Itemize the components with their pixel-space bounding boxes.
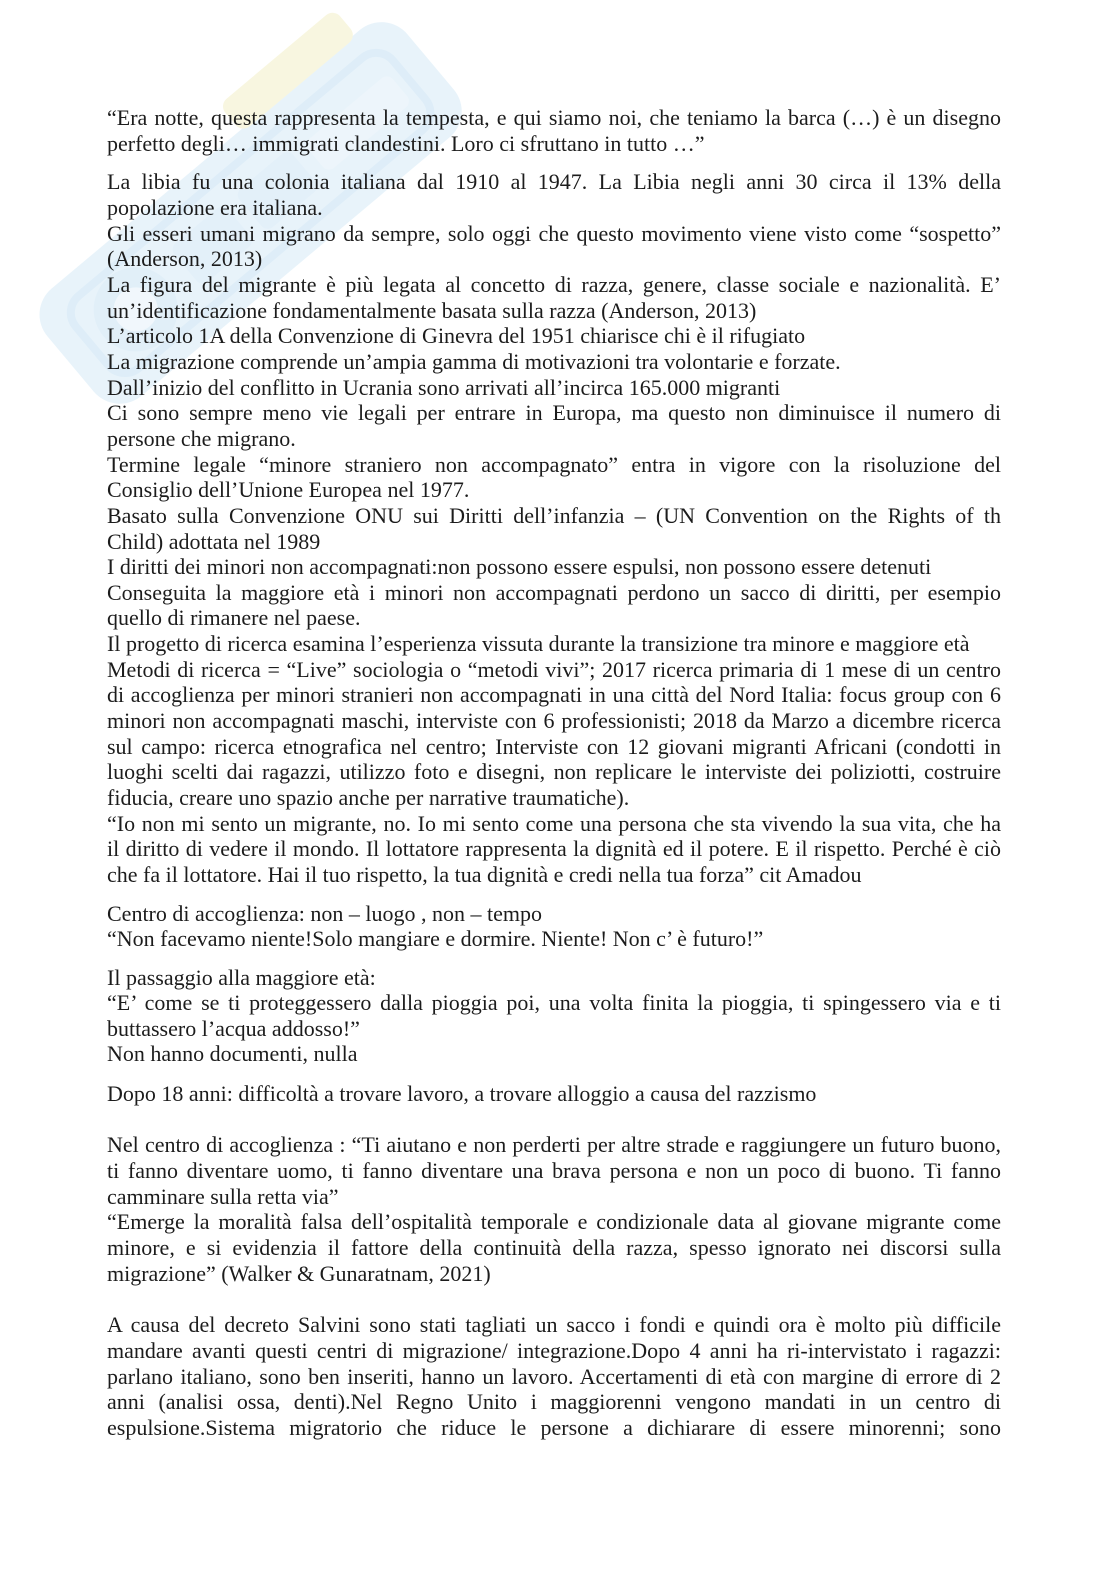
paragraph <box>107 1209 1001 1286</box>
paragraph <box>107 965 1001 991</box>
text-line: A causa del decreto Salvini sono stati tagliati un sacco i fondi e quindi ora è molto più difficile <box>107 1312 1001 1338</box>
text-line: Metodi di ricerca = “Live” sociologia o “metodi vivi”; 2017 ricerca primaria di 1 mese di un centro <box>107 656 1001 682</box>
paragraph <box>107 1041 1001 1067</box>
text-line: un’identificazione fondamentalmente basata sulla razza (Anderson, 2013) <box>107 297 757 323</box>
paragraph <box>107 1081 1001 1107</box>
text-line: quello di rimanere nel paese. <box>107 605 361 631</box>
text-line: L’articolo 1A della Convenzione di Ginevra del 1951 chiarisce chi è il rifugiato <box>107 323 806 349</box>
text-line: La migrazione comprende un’ampia gamma di motivazioni tra volontarie e forzate. <box>107 348 841 374</box>
text-line: “Emerge la moralità falsa dell’ospitalità temporale e condizionale data al giovane migrante come <box>107 1209 1001 1235</box>
text-line: Gli esseri umani migrano da sempre, solo oggi che questo movimento viene visto come “sospetto” <box>107 220 1001 246</box>
text-line: luoghi scelti dai ragazzi, utilizzo foto e disegni, non replicare le interviste dei poliziotti, costruire <box>107 759 1001 785</box>
text-line: “Non facevamo niente!Solo mangiare e dormire. Niente! Non c’ è futuro!” <box>107 926 764 952</box>
text-line: Ci sono sempre meno vie legali per entrare in Europa, ma questo non diminuisce il numero di <box>107 400 1001 426</box>
text-line: Child) adottata nel 1989 <box>107 528 321 554</box>
text-line: Il passaggio alla maggiore età: <box>107 964 376 990</box>
text-line: Termine legale “minore straniero non accompagnato” entra in vigore con la risoluzione del <box>107 451 1001 477</box>
text-line: Nel centro di accoglienza : “Ti aiutano e non perderti per altre strade e raggiungere un futuro buono, <box>107 1132 1001 1158</box>
text-line: minori non accompagnati maschi, interviste con 6 professionisti; 2018 da Marzo a dicembre ricerca <box>107 708 1001 734</box>
text-line: ti fanno diventare uomo, ti fanno diventare una brava persona e non un poco di buono. Ti fanno <box>107 1157 1001 1183</box>
text-line: Conseguita la maggiore età i minori non accompagnati perdono un sacco di diritti, per esempio <box>107 579 1001 605</box>
paragraph <box>107 272 1001 323</box>
text-line: parlano italiano, sono ben inseriti, hanno un lavoro. Accertamenti di età con margine di errore di 2 <box>107 1363 1001 1389</box>
text-line: Non hanno documenti, nulla <box>107 1041 358 1067</box>
text-line: Consiglio dell’Unione Europea nel 1977. <box>107 477 470 503</box>
text-line: “E’ come se ti proteggessero dalla pioggia poi, una volta finita la pioggia, ti spingessero via e ti <box>107 990 1001 1016</box>
text-line: buttassero l’acqua addosso!” <box>107 1015 360 1041</box>
text-line: popolazione era italiana. <box>107 194 323 220</box>
paragraph <box>107 503 1001 554</box>
paragraph <box>107 452 1001 503</box>
paragraph <box>107 926 1001 952</box>
text-line: il diritto di vedere il mondo. Il lottatore rappresenta la dignità ed il potere. E il rispetto. Perché è ciò <box>107 836 1001 862</box>
paragraph <box>107 1132 1001 1209</box>
text-line: anni (analisi ossa, denti).Nel Regno Unito i maggiorenni vengono mandati in un centro di <box>107 1389 1001 1415</box>
text-line: (Anderson, 2013) <box>107 246 263 272</box>
text-line: I diritti dei minori non accompagnati:non possono essere espulsi, non possono essere detenuti <box>107 554 932 580</box>
text-line: minore, e si evidenzia il fattore della continuità della razza, spesso ignorato nei discorsi sulla <box>107 1234 1001 1260</box>
text-line: fiducia, creare uno spazio anche per narrative traumatiche). <box>107 785 630 811</box>
text-line: persone che migrano. <box>107 425 296 451</box>
paragraph <box>107 1312 1001 1440</box>
paragraph <box>107 631 1001 657</box>
paragraph <box>107 657 1001 811</box>
text-line: che fa il lottatore. Hai il tuo rispetto, la tua dignità e credi nella tua forza” cit Amadou <box>107 862 862 888</box>
paragraph <box>107 169 1001 220</box>
text-line: Centro di accoglienza: non – luogo , non – tempo <box>107 900 543 926</box>
text-line: di accoglienza per minori stranieri non accompagnati in una città del Nord Italia: focus group con 6 <box>107 682 1001 708</box>
document-body <box>107 105 1001 1441</box>
text-line: Dopo 18 anni: difficoltà a trovare lavoro, a trovare alloggio a causa del razzismo <box>107 1081 817 1107</box>
text-line: La libia fu una colonia italiana dal 1910 al 1947. La Libia negli anni 30 circa il 13% della <box>107 169 1001 195</box>
paragraph <box>107 375 1001 401</box>
text-line: mandare avanti questi centri di migrazione/ integrazione.Dopo 4 anni ha ri-intervistato i ragazzi: <box>107 1337 1001 1363</box>
text-line: “Io non mi sento un migrante, no. Io mi sento come una persona che sta vivendo la sua vita, che ha <box>107 810 1001 836</box>
text-line: migrazione” (Walker & Gunaratnam, 2021) <box>107 1260 491 1286</box>
text-line: perfetto degli… immigrati clandestini. Loro ci sfruttano in tutto …” <box>107 130 705 156</box>
paragraph <box>107 221 1001 272</box>
text-line: Basato sulla Convenzione ONU sui Diritti dell’infanzia – (UN Convention on the Rights of th <box>107 502 1001 528</box>
paragraph <box>107 105 1001 156</box>
text-line: espulsione.Sistema migratorio che riduce le persone a dichiarare di essere minorenni; sono <box>107 1414 1001 1440</box>
text-line: “Era notte, questa rappresenta la tempesta, e qui siamo noi, che teniamo la barca (…) è un disegno <box>107 105 1001 130</box>
paragraph <box>107 990 1001 1041</box>
paragraph <box>107 580 1001 631</box>
paragraph <box>107 811 1001 888</box>
paragraph <box>107 400 1001 451</box>
text-line: La figura del migrante è più legata al concetto di razza, genere, classe sociale e nazionalità. E’ <box>107 271 1001 297</box>
text-line: sul campo: ricerca etnografica nel centro; Interviste con 12 giovani migranti Africani (condotti in <box>107 733 1001 759</box>
text-line: Il progetto di ricerca esamina l’esperienza vissuta durante la transizione tra minore e maggiore età <box>107 631 970 657</box>
paragraph <box>107 554 1001 580</box>
text-line: camminare sulla retta via” <box>107 1183 339 1209</box>
paragraph <box>107 323 1001 349</box>
paragraph <box>107 901 1001 927</box>
paragraph <box>107 349 1001 375</box>
text-line: Dall’inizio del conflitto in Ucrania sono arrivati all’incirca 165.000 migranti <box>107 374 781 400</box>
